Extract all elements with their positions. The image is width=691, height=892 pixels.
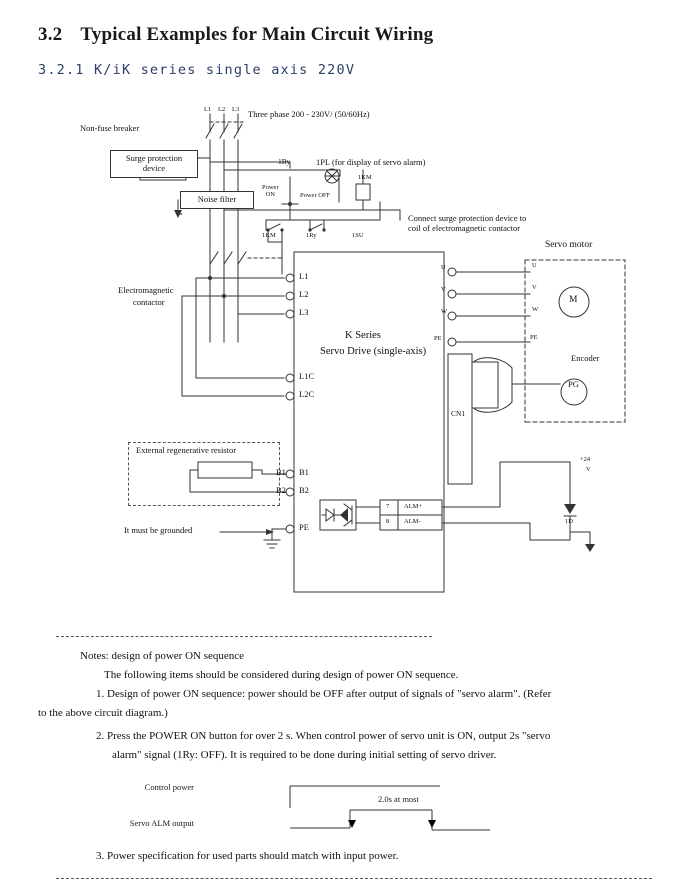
drive-name-line1: K Series <box>345 330 381 341</box>
notes-line1: The following items should be considered during design of power ON sequence. <box>104 669 459 682</box>
lamp-1pl-label: 1PL (for display of servo alarm) <box>316 157 426 167</box>
relay-1ry-label: 1Ry <box>278 157 291 166</box>
notes-item3: 3. Power specification for used parts should match with input power. <box>96 850 399 862</box>
motor-terminal-v: V <box>441 286 446 293</box>
notes-item2: 2. Press the POWER ON button for over 2 s. When control power of servo unit is ON, output 2s "servo <box>96 730 551 743</box>
notes-block <box>38 648 653 766</box>
surge-protection-line1: Surge protection <box>125 153 183 164</box>
timing-label-servo-alm: Servo ALM output <box>129 818 194 828</box>
contact-1km-label: 1KM <box>262 232 276 239</box>
regen-b2-label: B2 <box>276 485 286 495</box>
phase-label-l1: L1 <box>204 106 212 113</box>
wiring-diagram <box>0 92 691 632</box>
notes-separator-bottom <box>56 878 652 879</box>
contactor-coil-label: 1KM <box>358 174 372 181</box>
electromagnetic-contactor-line1: Electromagnetic <box>118 285 174 295</box>
motor-terminal-pe: PE <box>434 335 442 342</box>
phase-label-l2: L2 <box>218 106 226 113</box>
phase-label-l3: L3 <box>232 106 240 113</box>
notes-separator-top <box>56 636 432 637</box>
page-title <box>38 24 433 46</box>
drive-name-line2: Servo Drive (single-axis) <box>320 346 427 357</box>
notes-heading: Notes: design of power ON sequence <box>80 650 245 662</box>
notes-item1-cont: to the above circuit diagram.) <box>38 707 168 720</box>
terminal-l2c: L2C <box>299 389 315 399</box>
servo-motor-title: Servo motor <box>545 240 593 250</box>
notes-item1: 1. Design of power ON sequence: power should be OFF after output of signals of "servo alarm". (Refer <box>96 688 552 701</box>
supply-24v-line2: V <box>586 466 591 473</box>
terminal-l2: L2 <box>299 289 309 299</box>
motor-terminal-u: U <box>441 264 446 271</box>
surge-note-line1: Connect surge protection device to <box>408 213 527 223</box>
surge-protection-line2: device <box>142 163 166 173</box>
terminal-b1: B1 <box>299 467 309 477</box>
regen-b1-label: B1 <box>276 467 286 477</box>
electromagnetic-contactor-line2: contactor <box>133 297 165 307</box>
motor-inner-pe: PE <box>530 334 538 341</box>
terminal-l3: L3 <box>299 307 309 317</box>
timing-label-control-power: Control power <box>144 782 194 792</box>
terminal-l1: L1 <box>299 271 309 281</box>
terminal-l1c: L1C <box>299 371 315 381</box>
power-on-label <box>262 184 279 199</box>
motor-inner-w: W <box>532 306 539 313</box>
alarm-name-almp: ALM+ <box>404 503 423 510</box>
motor-symbol: M <box>569 295 578 305</box>
section-title: Typical Examples for Main Circuit Wiring <box>80 24 434 45</box>
motor-inner-v: V <box>532 284 537 291</box>
notes-item2-cont: alarm" signal (1Ry: OFF). It is required to be done during initial setting of servo driver. <box>112 749 497 762</box>
subsection-title: 3.2.1 K/iK series single axis 220V <box>38 62 356 78</box>
diode-1d-label: 1D <box>565 518 573 525</box>
surge-note-line2: coil of electromagnetic contactor <box>408 223 521 233</box>
power-on-line2: ON <box>265 191 275 199</box>
terminal-b2: B2 <box>299 485 309 495</box>
section-number: 3.2 <box>38 24 63 45</box>
alarm-pin-8: 8 <box>386 518 390 525</box>
noise-filter-box: Noise filter <box>180 191 254 209</box>
power-off-label: Power OFF <box>300 192 331 199</box>
surge-protection-device-box <box>110 150 198 178</box>
motor-inner-u: U <box>532 262 537 269</box>
encoder-label: Encoder <box>571 353 600 363</box>
terminal-pe: PE <box>299 522 309 532</box>
timing-duration: 2.0s at most <box>378 794 419 804</box>
supply-label: Three phase 200 - 230V/ (50/60Hz) <box>248 109 370 119</box>
ground-note-label: It must be grounded <box>124 525 193 535</box>
timing-svg <box>200 780 520 850</box>
external-regen-resistor-label: External regenerative resistor <box>136 445 237 455</box>
alarm-name-almm: ALM- <box>404 518 421 525</box>
contact-1su-label: 1SU <box>352 232 364 239</box>
timing-chart <box>129 780 520 850</box>
power-on-line1: Power <box>262 184 279 191</box>
supply-24v-line1: +24 <box>580 456 591 463</box>
non-fuse-breaker-label: Non-fuse breaker <box>80 123 140 133</box>
motor-terminal-w: W <box>441 308 448 315</box>
contact-1ry-label: 1Ry <box>306 232 317 239</box>
alarm-pin-7: 7 <box>386 503 390 510</box>
encoder-symbol: PG <box>568 379 579 389</box>
cn1-label: CN1 <box>451 409 466 418</box>
